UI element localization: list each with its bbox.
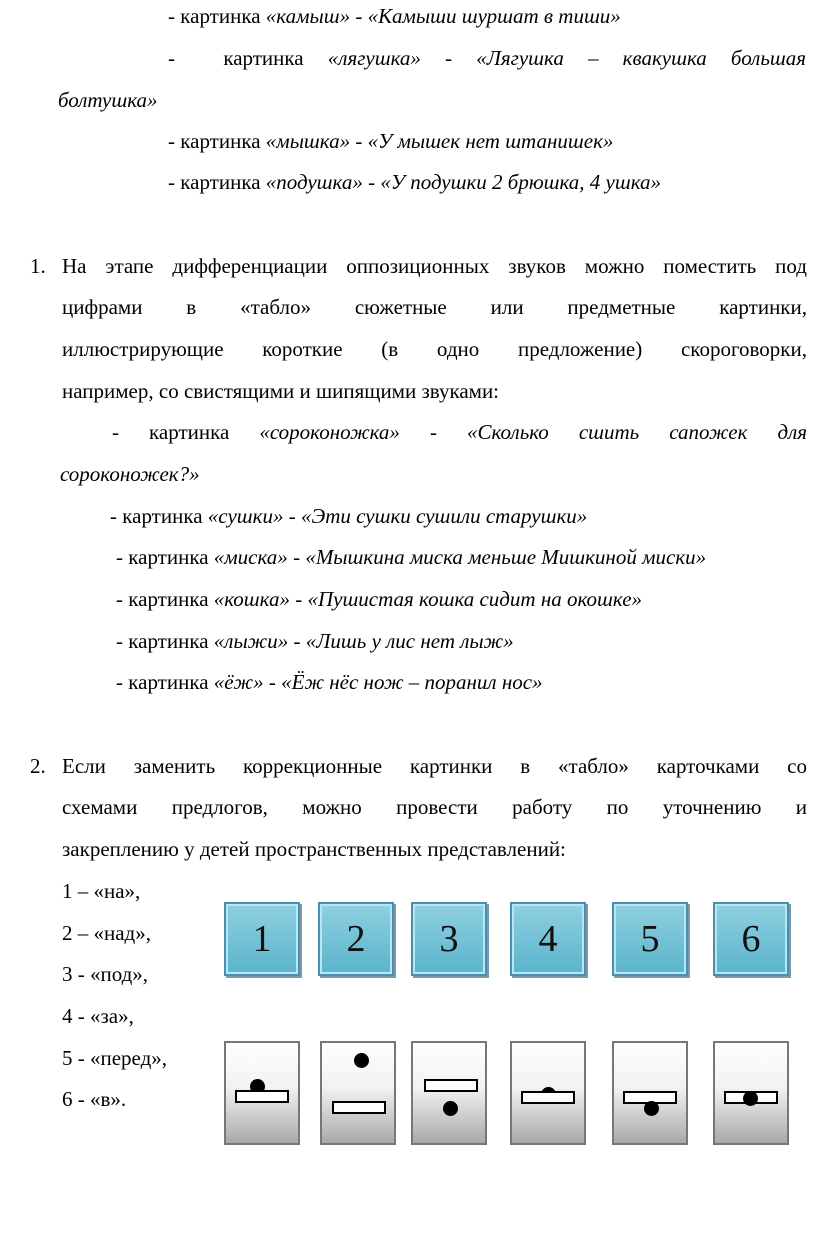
item1-number: 1.: [30, 254, 46, 278]
scheme-dot: [354, 1053, 369, 1068]
item1-line-2: цифрами в «табло» сюжетные или предметные картинки,: [62, 295, 807, 319]
scheme-card-pered: [612, 1041, 688, 1145]
scheme-bar: [332, 1101, 386, 1114]
scheme-card-za: [510, 1041, 586, 1145]
tile-4: 4: [510, 902, 586, 976]
tile-6: 6: [713, 902, 789, 976]
example-miska: - картинка «миска» - «Мышкина миска меньше Мишкиной миски»: [116, 545, 707, 569]
scheme-bar: [424, 1079, 478, 1092]
scheme-dot: [743, 1091, 758, 1106]
item1-line-3: иллюстрирующие короткие (в одно предложение) скороговорки,: [62, 337, 807, 361]
item2-line-3: закреплению у детей пространственных представлений:: [62, 837, 566, 861]
scheme-bar: [521, 1091, 575, 1104]
tile-1: 1: [224, 902, 300, 976]
scheme-card-nad: [320, 1041, 396, 1145]
scheme-card-na: [224, 1041, 300, 1145]
top-item-3: - картинка «мышка» - «У мышек нет штанишек»: [168, 129, 614, 153]
example-koshka: - картинка «кошка» - «Пушистая кошка сидит на окошке»: [116, 587, 643, 611]
example-sorokonozhka: - картинка «сороконожка» - «Сколько сшить сапожек для: [112, 420, 808, 444]
item1-line-1: На этапе дифференциации оппозиционных звуков можно поместить под: [62, 254, 807, 278]
preposition-2: 2 – «над»,: [62, 921, 151, 945]
preposition-3: 3 - «под»,: [62, 962, 149, 986]
preposition-6: 6 - «в».: [62, 1087, 127, 1111]
example-ezh: - картинка «ёж» - «Ёж нёс нож – поранил нос»: [116, 670, 543, 694]
tile-2: 2: [318, 902, 394, 976]
preposition-1: 1 – «на»,: [62, 879, 141, 903]
item2-line-2: схемами предлогов, можно провести работу по уточнению и: [62, 795, 807, 819]
example-sushki: - картинка «сушки» - «Эти сушки сушили старушки»: [110, 504, 588, 528]
scheme-card-v: [713, 1041, 789, 1145]
scheme-dot: [644, 1101, 659, 1116]
preposition-4: 4 - «за»,: [62, 1004, 134, 1028]
example-lyzhi: - картинка «лыжи» - «Лишь у лис нет лыж»: [116, 629, 514, 653]
item2-line-1: Если заменить коррекционные картинки в «табло» карточками со: [62, 754, 807, 778]
top-item-4: - картинка «подушка» - «У подушки 2 брюшка, 4 ушка»: [168, 170, 662, 194]
tile-5: 5: [612, 902, 688, 976]
scheme-bar: [235, 1090, 289, 1103]
top-item-2: - картинка «лягушка» - «Лягушка – квакушка большая: [168, 46, 806, 70]
top-item-1: - картинка «камыш» - «Камыши шуршат в тиши»: [168, 4, 621, 28]
preposition-5: 5 - «перед»,: [62, 1046, 168, 1070]
item2-number: 2.: [30, 754, 46, 778]
top-item-2-cont: болтушка»: [58, 88, 158, 112]
example-sorokonozhka-cont: сороконожек?»: [60, 462, 200, 486]
item1-line-4: например, со свистящими и шипящими звуками:: [62, 379, 500, 403]
scheme-dot: [443, 1101, 458, 1116]
scheme-card-pod: [411, 1041, 487, 1145]
tile-3: 3: [411, 902, 487, 976]
